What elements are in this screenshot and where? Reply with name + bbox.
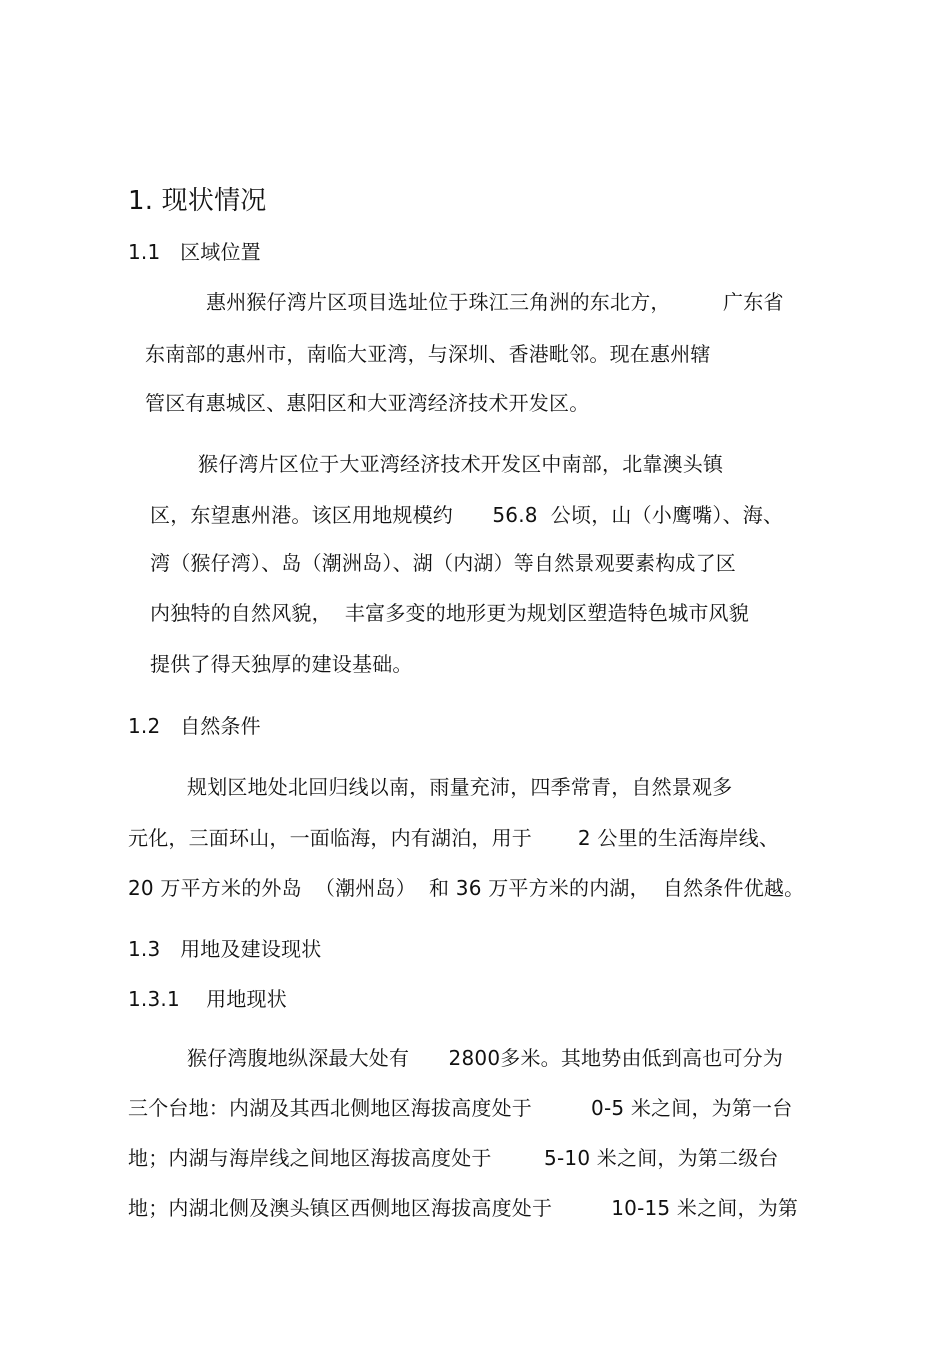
paragraph-line: 地；内湖北侧及澳头镇区西侧地区海拔高度处于 10-15 米之间，为第 [128, 1196, 799, 1220]
paragraph-line: 惠州猴仔湾片区项目选址位于珠江三角洲的东北方， 广东省 [206, 290, 784, 314]
page-heading: 1. 现状情况 [128, 186, 267, 216]
section-heading-1-2: 1.2 自然条件 [128, 714, 261, 738]
paragraph-line: 湾（猴仔湾）、岛（潮洲岛）、湖（内湖）等自然景观要素构成了区 [150, 551, 736, 575]
subsection-heading-1-3-1: 1.3.1 用地现状 [128, 987, 287, 1011]
section-heading-1-3: 1.3 用地及建设现状 [128, 937, 322, 961]
paragraph-line: 东南部的惠州市，南临大亚湾，与深圳、香港毗邻。现在惠州辖 [145, 342, 711, 366]
paragraph-line: 内独特的自然风貌， 丰富多变的地形更为规划区塑造特色城市风貌 [150, 601, 749, 625]
paragraph-line: 20 万平方米的外岛 （潮州岛） 和 36 万平方米的内湖， 自然条件优越。 [128, 876, 805, 900]
section-heading-1-1: 1.1 区域位置 [128, 240, 261, 264]
paragraph-line: 提供了得天独厚的建设基础。 [150, 652, 413, 676]
paragraph-line: 元化，三面环山，一面临海，内有湖泊，用于 2 公里的生活海岸线、 [128, 826, 780, 850]
paragraph-line: 三个台地：内湖及其西北侧地区海拔高度处于 0-5 米之间，为第一台 [128, 1096, 793, 1120]
paragraph-line: 管区有惠城区、惠阳区和大亚湾经济技术开发区。 [145, 391, 590, 415]
paragraph-line: 猴仔湾腹地纵深最大处有 2800多米。其地势由低到高也可分为 [187, 1046, 784, 1070]
paragraph-line: 区，东望惠州港。该区用地规模约 56.8 公顷，山（小鹰嘴）、海、 [150, 503, 784, 527]
paragraph-line: 猴仔湾片区位于大亚湾经济技术开发区中南部，北靠澳头镇 [198, 452, 724, 476]
paragraph-line: 规划区地处北回归线以南，雨量充沛，四季常青，自然景观多 [187, 775, 733, 799]
paragraph-line: 地；内湖与海岸线之间地区海拔高度处于 5-10 米之间，为第二级台 [128, 1146, 779, 1170]
